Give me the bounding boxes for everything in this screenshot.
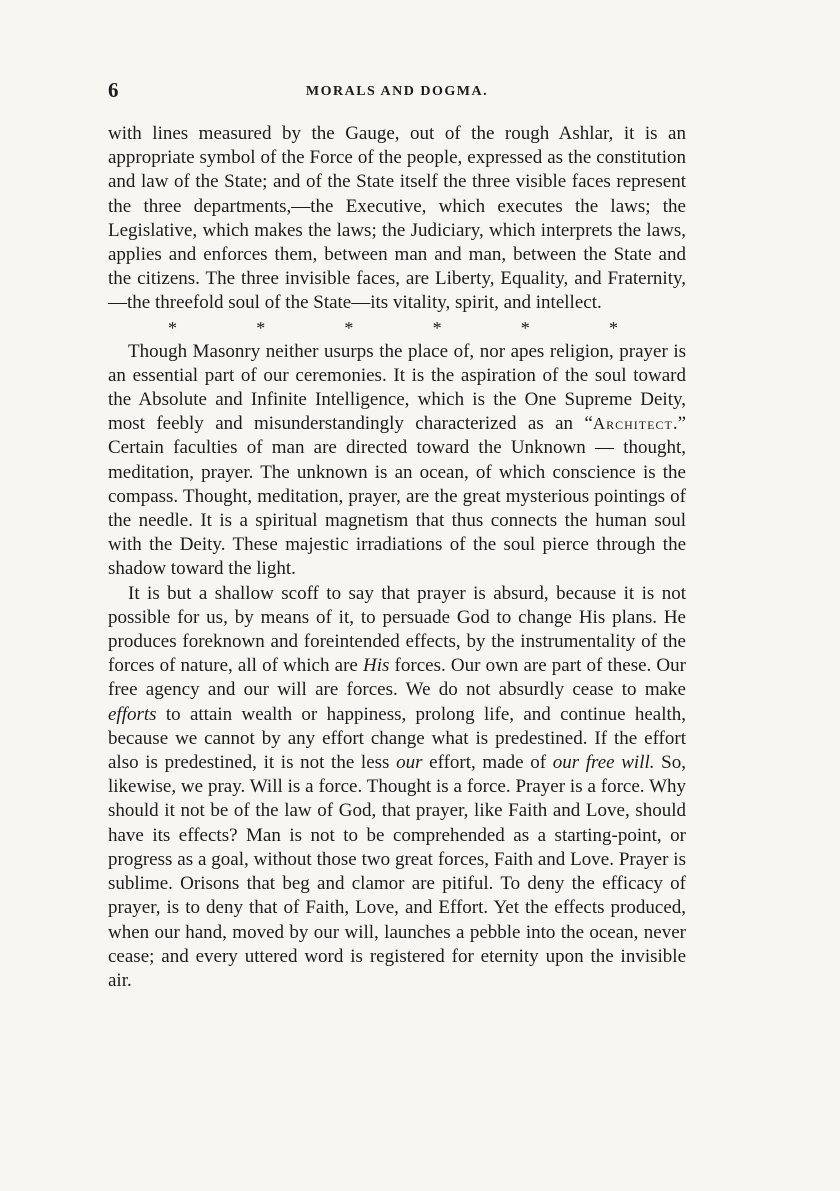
emphasis-efforts: efforts [108,703,157,725]
page-header [108,78,686,108]
paragraph-3-text-d: effort, made of [422,752,553,774]
page-number: 6 [108,78,119,102]
paragraph-3-text-c: to attain wealth or happiness, prolong life, and continue health, because we cannot by any effort change what is predestined. If the effort also is predestined, it is not the less [108,703,686,774]
asterisk: * [520,317,530,338]
architect-term: Architect [592,414,673,434]
asterisk: * [344,317,354,338]
paragraph-3 [108,582,686,993]
emphasis-our-free-will: our free will. [552,752,655,774]
paragraph-2-text-a: Though Masonry neither usurps the place of, nor apes religion, prayer is an essential part of our ceremonies. It is the aspiration of the soul toward the Absolute and Infinite Intelligence, which is the One Supreme Deity, most feebly and misunderstandingly characterized as an “ [108,340,686,435]
book-page [108,78,686,993]
paragraph-3-text-e: So, likewise, we pray. Will is a force. Thought is a force. Prayer is a force. Why should it not be of the law of God, that prayer, like Faith and Love, should have its effects? Man is not to be comprehended as a starting-point, or progress as a goal, without those two great forces, Faith and Love. Prayer is sublime. Orisons that beg and clamor are pitiful. To deny the efficacy of prayer, is to deny that of Faith, Love, and Effort. Yet the effects produced, when our hand, moved by our will, launches a pebble into the ocean, never cease; and every uttered word is registered for eternity upon the invisible air. [108,752,686,991]
asterisk: * [608,317,618,338]
section-separator [108,316,686,340]
asterisk: * [432,317,442,338]
running-head: MORALS AND DOGMA. [305,84,489,99]
emphasis-his: His [363,655,390,677]
paragraph-3-text-a: It is but a shallow scoff to say that prayer is absurd, because it is not possible for us, by means of it, to persuade God to change His plans. He produces foreknown and foreintended effects, by the instrumentality of the forces of nature, all of which are [108,582,686,677]
emphasis-our: our [396,752,423,774]
paragraph-2 [108,340,686,582]
asterisk: * [168,317,177,338]
paragraph-3-text-b: forces. Our own are part of these. Our free agency and our will are forces. We do not absurdly cease to make [108,655,686,701]
asterisk: * [256,317,266,338]
paragraph-2-text-b: .” Certain faculties of man are directed toward the Unknown — thought, meditation, prayer. The unknown is an ocean, of which conscience is the compass. Thought, meditation, prayer, are the great mysterious pointings of the needle. It is a spiritual magnetism that thus connects the human soul with the Deity. These majestic irradiations of the soul pierce through the shadow toward the light. [108,413,686,580]
paragraph-1: with lines measured by the Gauge, out of the rough Ashlar, it is an appropriate symbol of the Force of the people, expressed as the constitution and law of the State; and of the State itself the three visible faces represent the three departments,—the Executive, which executes the laws; the Legislative, which makes the laws; the Judiciary, which interprets the laws, applies and enforces them, between man and man, between the State and the citizens. The three invisible faces, are Liberty, Equality, and Fraternity,—the threefold soul of the State—its vitality, spirit, and intellect. [108,123,686,314]
